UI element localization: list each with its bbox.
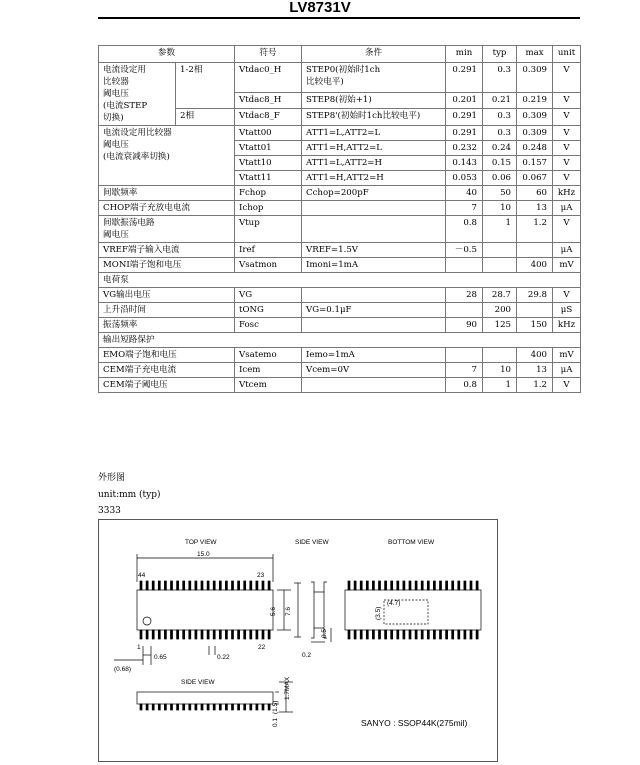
package-pin [366, 630, 368, 639]
symbol-cell: Icem [235, 363, 302, 378]
symbol-cell: Vtatt11 [235, 171, 302, 186]
package-pin [268, 704, 270, 710]
package-pin [458, 581, 460, 590]
symbol-cell: tONG [235, 303, 302, 318]
package-pin [372, 581, 374, 590]
unit-cell: V [553, 216, 581, 243]
condition-cell [302, 216, 446, 243]
package-pin [158, 630, 160, 639]
electrical-characteristics-table [98, 45, 581, 393]
package-pin [256, 581, 258, 590]
max-cell: 400 [517, 258, 553, 273]
symbol-cell: Vsatemo [235, 348, 302, 363]
condition-cell: STEP8(初始+1) [302, 92, 446, 109]
package-pin [421, 581, 423, 590]
unit-cell: V [553, 92, 581, 109]
package-pin [207, 704, 209, 710]
table-header-row [99, 46, 581, 63]
condition-cell [302, 318, 446, 333]
package-pin [183, 630, 185, 639]
package-pin [164, 630, 166, 639]
pin1-marker [143, 617, 151, 625]
symbol-cell: Vsatmon [235, 258, 302, 273]
package-designation: SANYO : SSOP44K(275mil) [361, 718, 468, 728]
package-pin [219, 581, 221, 590]
unit-cell: μA [553, 363, 581, 378]
package-pin [225, 704, 227, 710]
package-pin [213, 581, 215, 590]
max-cell: 0.157 [517, 156, 553, 171]
dim-0-22: 0.22 [217, 654, 230, 661]
package-pin [409, 630, 411, 639]
symbol-cell: Vtdac8_H [235, 92, 302, 109]
package-pin [158, 581, 160, 590]
col-header-max: max [517, 46, 553, 63]
unit-cell: V [553, 156, 581, 171]
symbol-cell: Vtatt01 [235, 141, 302, 156]
unit-cell: μA [553, 243, 581, 258]
min-cell: －0.5 [446, 243, 483, 258]
package-pin [171, 704, 173, 710]
package-pin [146, 630, 148, 639]
max-cell [517, 243, 553, 258]
table-row [99, 186, 581, 201]
min-cell: 0.232 [446, 141, 483, 156]
symbol-cell: Vtatt00 [235, 126, 302, 141]
unit-cell: kHz [553, 318, 581, 333]
package-pin [391, 581, 393, 590]
unit-cell: μA [553, 201, 581, 216]
min-cell: 7 [446, 363, 483, 378]
side-view-lower-label: SIDE VIEW [181, 679, 215, 686]
package-pin [427, 581, 429, 590]
package-pin [140, 581, 142, 590]
package-pin [360, 630, 362, 639]
outline-units: unit:mm (typ) [98, 490, 161, 500]
param-cell: VREF端子输入电流 [99, 243, 235, 258]
typ-cell: 0.3 [483, 63, 517, 93]
param-cell: 间歇频率 [99, 186, 235, 201]
typ-cell: 200 [483, 303, 517, 318]
dim-0-2: 0.2 [302, 652, 312, 659]
package-pin [403, 630, 405, 639]
typ-cell: 0.21 [483, 92, 517, 109]
package-drawing [98, 519, 498, 762]
col-header-typ: typ [483, 46, 517, 63]
param-cell: 间歇振荡电路 阈电压 [99, 216, 235, 243]
package-pin [189, 704, 191, 710]
min-cell: 0.291 [446, 63, 483, 93]
package-pin [140, 630, 142, 639]
pin-44-label: 44 [138, 572, 146, 579]
typ-cell: 0.06 [483, 171, 517, 186]
package-pin [232, 704, 234, 710]
section-row-label: 输出短路保护 [99, 333, 581, 348]
dim-7-6: 7.6 [285, 606, 292, 616]
unit-cell: mV [553, 258, 581, 273]
typ-cell: 28.7 [483, 288, 517, 303]
package-pin [244, 704, 246, 710]
min-cell: 0.8 [446, 216, 483, 243]
symbol-cell: Ichop [235, 201, 302, 216]
condition-cell: ATT1=H,ATT2=H [302, 171, 446, 186]
dim-0-1: 0.1 [272, 717, 279, 727]
package-pin [158, 704, 160, 710]
package-pin [219, 704, 221, 710]
unit-cell: μS [553, 303, 581, 318]
typ-cell: 0.3 [483, 109, 517, 126]
package-pin [195, 630, 197, 639]
package-pin [403, 581, 405, 590]
dim-0-68: (0.68) [114, 666, 131, 673]
condition-cell [302, 201, 446, 216]
condition-cell: STEP8'(初始时1ch比较电平) [302, 109, 446, 126]
unit-cell: kHz [553, 186, 581, 201]
max-cell: 60 [517, 186, 553, 201]
package-pin [177, 630, 179, 639]
package-pin [152, 581, 154, 590]
package-pin [268, 581, 270, 590]
package-pin [440, 581, 442, 590]
max-cell: 1.2 [517, 378, 553, 393]
package-pin [195, 704, 197, 710]
package-pin [348, 630, 350, 639]
package-pin [366, 581, 368, 590]
package-pin [397, 581, 399, 590]
param-cell: CEM端子充电电流 [99, 363, 235, 378]
typ-cell: 10 [483, 201, 517, 216]
max-cell: 0.309 [517, 109, 553, 126]
param-cell: 上升沿时间 [99, 303, 235, 318]
package-pin [183, 704, 185, 710]
dim-4-7: (4.7) [387, 600, 401, 607]
package-pin [164, 704, 166, 710]
package-pin [183, 581, 185, 590]
max-cell: 400 [517, 348, 553, 363]
package-pin [476, 630, 478, 639]
param-cell: 电流设定用 比较器 阈电压 (电流STEP 切换) [99, 63, 176, 126]
table-row [99, 378, 581, 393]
outline-heading: 外形图 [98, 473, 126, 483]
package-pin [219, 630, 221, 639]
param-cell: CEM端子阈电压 [99, 378, 235, 393]
package-pin [360, 581, 362, 590]
package-pin [250, 704, 252, 710]
package-pin [213, 704, 215, 710]
symbol-cell: Fchop [235, 186, 302, 201]
package-pin [177, 704, 179, 710]
pin-22-label: 22 [258, 644, 266, 651]
min-cell [446, 258, 483, 273]
header-rule [98, 17, 580, 19]
dim-5-6: 5.6 [270, 606, 277, 616]
typ-cell: 50 [483, 186, 517, 201]
bottom-view-label: BOTTOM VIEW [388, 539, 435, 546]
package-pin [244, 630, 246, 639]
package-pin [268, 630, 270, 639]
typ-cell: 1 [483, 216, 517, 243]
max-cell: 0.309 [517, 126, 553, 141]
dim-1-7max: 1.7MAX [284, 676, 291, 700]
condition-cell: ATT1=L,ATT2=H [302, 156, 446, 171]
dim-0-65: 0.65 [154, 654, 167, 661]
package-pin [409, 581, 411, 590]
package-pin [433, 630, 435, 639]
package-pin [458, 630, 460, 639]
table-row [99, 63, 581, 93]
dim-3-5: (3.5) [375, 606, 382, 620]
param-cell: MONI端子饱和电压 [99, 258, 235, 273]
package-pin [476, 581, 478, 590]
unit-cell: V [553, 109, 581, 126]
package-pin [391, 630, 393, 639]
package-pin [201, 581, 203, 590]
package-pin [262, 630, 264, 639]
package-pin [189, 581, 191, 590]
package-pin [452, 581, 454, 590]
typ-cell: 125 [483, 318, 517, 333]
pin-1-label: 1 [137, 644, 141, 651]
package-pin [470, 630, 472, 639]
package-pin [464, 581, 466, 590]
max-cell: 29.8 [517, 288, 553, 303]
min-cell: 7 [446, 201, 483, 216]
max-cell: 13 [517, 363, 553, 378]
condition-cell: VREF=1.5V [302, 243, 446, 258]
max-cell: 150 [517, 318, 553, 333]
table-row [99, 333, 581, 348]
package-pin [385, 630, 387, 639]
package-pin [207, 630, 209, 639]
package-pin [427, 630, 429, 639]
param-cell: 振荡频率 [99, 318, 235, 333]
typ-cell [483, 243, 517, 258]
package-pin [201, 704, 203, 710]
table-row [99, 126, 581, 141]
table-row [99, 258, 581, 273]
unit-cell: V [553, 126, 581, 141]
unit-cell: mV [553, 348, 581, 363]
min-cell [446, 348, 483, 363]
package-pin [225, 630, 227, 639]
table-row [99, 273, 581, 288]
min-cell: 0.291 [446, 109, 483, 126]
package-pin [213, 630, 215, 639]
condition-cell [302, 378, 446, 393]
condition-cell: ATT1=L,ATT2=L [302, 126, 446, 141]
symbol-cell: Vtatt10 [235, 156, 302, 171]
symbol-cell: VG [235, 288, 302, 303]
table-row [99, 318, 581, 333]
min-cell: 0.053 [446, 171, 483, 186]
package-pin [354, 581, 356, 590]
symbol-cell: Vtcem [235, 378, 302, 393]
typ-cell: 1 [483, 378, 517, 393]
max-cell: 0.248 [517, 141, 553, 156]
condition-cell: Vcem=0V [302, 363, 446, 378]
side-view-label: SIDE VIEW [295, 539, 329, 546]
condition-cell: Iemo=1mA [302, 348, 446, 363]
table-row [99, 201, 581, 216]
package-pin [256, 704, 258, 710]
package-pin [262, 704, 264, 710]
param-cell: EMO端子饱和电压 [99, 348, 235, 363]
package-pin [232, 581, 234, 590]
package-pin [470, 581, 472, 590]
min-cell: 0.143 [446, 156, 483, 171]
package-pin [379, 630, 381, 639]
max-cell: 13 [517, 201, 553, 216]
package-pin [195, 581, 197, 590]
package-pin [354, 630, 356, 639]
package-pin [250, 581, 252, 590]
top-view-label: TOP VIEW [185, 539, 217, 546]
package-pin [238, 630, 240, 639]
min-cell: 90 [446, 318, 483, 333]
table-row [99, 348, 581, 363]
typ-cell: 0.15 [483, 156, 517, 171]
table-row [99, 216, 581, 243]
package-pin [238, 704, 240, 710]
table-row [99, 363, 581, 378]
min-cell: 0.8 [446, 378, 483, 393]
package-pin [397, 630, 399, 639]
unit-cell: V [553, 171, 581, 186]
table-row [99, 243, 581, 258]
package-pin [452, 630, 454, 639]
unit-cell: V [553, 141, 581, 156]
typ-cell [483, 348, 517, 363]
package-pin [446, 581, 448, 590]
package-pin [348, 581, 350, 590]
package-pin [238, 581, 240, 590]
min-cell: 28 [446, 288, 483, 303]
symbol-cell: Fosc [235, 318, 302, 333]
dim-0-5: 0.5 [321, 628, 328, 638]
package-pin [464, 630, 466, 639]
package-pin [372, 630, 374, 639]
sub-cell: 2相 [176, 109, 235, 126]
condition-cell: Cchop=200pF [302, 186, 446, 201]
condition-cell: ATT1=H,ATT2=L [302, 141, 446, 156]
package-pin [244, 581, 246, 590]
typ-cell [483, 258, 517, 273]
param-cell: 电流设定用比较器 阈电压 (电流衰减率切换) [99, 126, 235, 186]
dim-length: 15.0 [197, 551, 210, 558]
unit-cell: V [553, 63, 581, 93]
package-pin [415, 630, 417, 639]
package-pin [177, 581, 179, 590]
typ-cell: 10 [483, 363, 517, 378]
max-cell: 0.067 [517, 171, 553, 186]
package-pin [385, 581, 387, 590]
top-view-body [137, 590, 273, 630]
package-pin [421, 630, 423, 639]
min-cell [446, 303, 483, 318]
sub-cell: 1-2相 [176, 63, 235, 109]
outline-code: 3333 [98, 506, 121, 516]
symbol-cell: Iref [235, 243, 302, 258]
max-cell: 0.309 [517, 63, 553, 93]
pin-23-label: 23 [257, 572, 265, 579]
symbol-cell: Vtup [235, 216, 302, 243]
condition-cell: Imoni=1mA [302, 258, 446, 273]
package-pin [207, 581, 209, 590]
unit-cell: V [553, 288, 581, 303]
package-pin [189, 630, 191, 639]
condition-cell [302, 288, 446, 303]
package-pin [433, 581, 435, 590]
package-pin [171, 581, 173, 590]
col-header-unit: unit [553, 46, 581, 63]
min-cell: 0.201 [446, 92, 483, 109]
unit-cell: V [553, 378, 581, 393]
package-pin [140, 704, 142, 710]
param-cell: VG输出电压 [99, 288, 235, 303]
package-pin [225, 581, 227, 590]
package-pin [440, 630, 442, 639]
package-pin [146, 704, 148, 710]
package-pin [446, 630, 448, 639]
condition-cell: STEP0(初始时1ch 比较电平) [302, 63, 446, 93]
col-header-param: 参数 [99, 46, 235, 63]
symbol-cell: Vtdac0_H [235, 63, 302, 93]
typ-cell: 0.3 [483, 126, 517, 141]
symbol-cell: Vtdac8_F [235, 109, 302, 126]
col-header-condition: 条件 [302, 46, 446, 63]
package-pin [152, 704, 154, 710]
min-cell: 0.291 [446, 126, 483, 141]
col-header-symbol: 符号 [235, 46, 302, 63]
package-pin [164, 581, 166, 590]
package-pin [250, 630, 252, 639]
max-cell: 1.2 [517, 216, 553, 243]
bottom-view-body [345, 590, 481, 630]
package-pin [256, 630, 258, 639]
param-cell: CHOP端子充放电电流 [99, 201, 235, 216]
package-pin [415, 581, 417, 590]
section-row-label: 电荷泵 [99, 273, 581, 288]
max-cell [517, 303, 553, 318]
min-cell: 40 [446, 186, 483, 201]
condition-cell: VG=0.1μF [302, 303, 446, 318]
table-row [99, 303, 581, 318]
side-view-body [137, 692, 273, 704]
col-header-min: min [446, 46, 483, 63]
package-pin [379, 581, 381, 590]
package-outline-svg [99, 520, 497, 761]
package-pin [232, 630, 234, 639]
package-pin [201, 630, 203, 639]
dim-1-5: (1.5) [272, 700, 279, 714]
package-pin [146, 581, 148, 590]
table-row [99, 288, 581, 303]
package-pin [262, 581, 264, 590]
part-number-title: LV8731V [289, 0, 351, 16]
package-pin [152, 630, 154, 639]
typ-cell: 0.24 [483, 141, 517, 156]
package-pin [171, 630, 173, 639]
max-cell: 0.219 [517, 92, 553, 109]
